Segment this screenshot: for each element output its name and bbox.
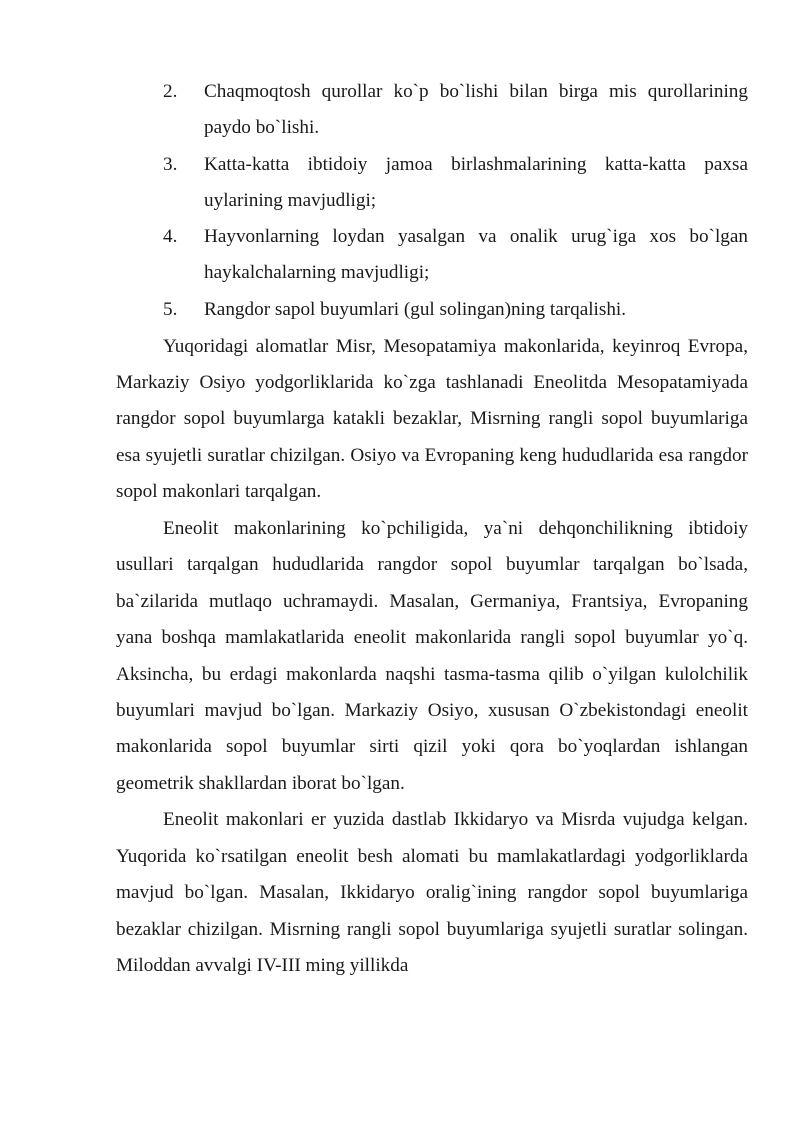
list-item-number: 3. [163,153,178,175]
paragraph: Yuqoridagi alomatlar Misr, Mesopatamiya makonlarida, keyinroq Evropa, Markaziy Osiyo yodgorliklarida ko`zga tashlanadi Eneolitda Mesopatamiyada rangdor sopol buyumlarga katakli bezaklar, Misrning rangli sopol buyumlariga esa syujetli suratlar chizilgan. Osiyo va Evropaning keng hududlarida esa rangdor sopol makonlari tarqalgan. [116,335,748,503]
list-item-text: Chaqmoqtosh qurollar ko`p bo`lishi bilan birga mis qurollarining paydo bo`lishi. [204,81,748,139]
list-item-text: Hayvonlarning loydan yasalgan va onalik urug`iga xos bo`lgan haykalchalarning mavjudligi; [204,226,748,284]
list-item-number: 5. [163,298,178,320]
numbered-list [163,74,748,328]
list-item-text: Katta-katta ibtidoiy jamoa birlashmalarining katta-katta paxsa uylarining mavjudligi; [204,153,748,211]
list-item [163,292,748,328]
body-text [116,329,748,985]
list-item [163,147,748,220]
list-item-text: Rangdor sapol buyumlari (gul solingan)ning tarqalishi. [204,298,627,320]
list-item-number: 2. [163,81,178,102]
list-item-number: 4. [163,226,178,248]
list-item [163,74,748,147]
list-item [163,219,748,292]
paragraph: Eneolit makonlarining ko`pchiligida, ya`ni dehqonchilikning ibtidoiy usullari tarqalgan hududlarida rangdor sopol buyumlar tarqalgan bo`lsada, ba`zilarida mutlaqo uchramaydi. Masalan, Germaniya, Frantsiya, Evropaning yana boshqa mamlakatlarida eneolit makonlarida rangli sopol buyumlar yo`q. Aksincha, bu erdagi makonlarda naqshi tasma-tasma qilib o`yilgan kulolchilik buyumlari mavjud bo`lgan. Markaziy Osiyo, xususan O`zbekistondagi eneolit makonlarida sopol buyumlar sirti qizil yoki qora bo`yoqlardan ishlangan geometrik shakllardan iborat bo`lgan. [116,517,748,794]
paragraph: Eneolit makonlari er yuzida dastlab Ikkidaryo va Misrda vujudga kelgan. Yuqorida ko`rsatilgan eneolit besh alomati bu mamlakatlardagi yodgorliklarda mavjud bo`lgan. Masalan, Ikkidaryo oralig`ining rangdor sopol buyumlariga bezaklar chizilgan. Misrning rangli sopol buyumlariga syujetli suratlar solingan. Miloddan avvalgi IV-III ming yillikda [116,809,748,977]
